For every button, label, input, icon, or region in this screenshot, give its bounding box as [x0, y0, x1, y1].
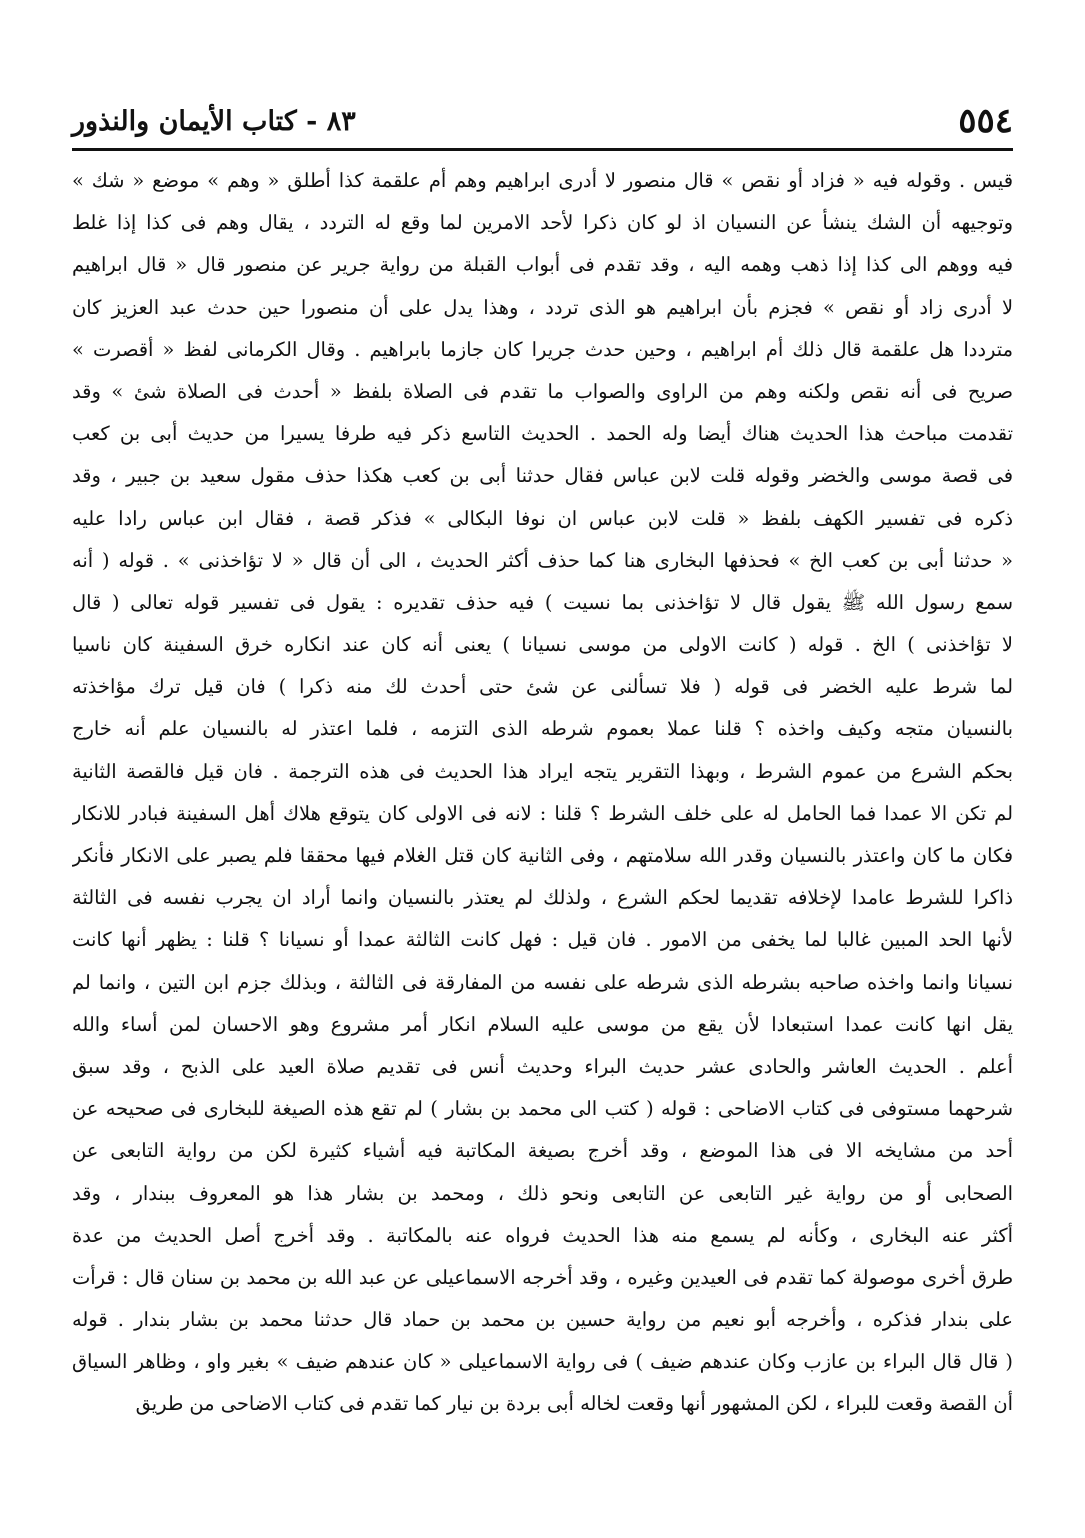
- text-line: ذاكرا للشرط عامدا لإخلافه تقديما لحكم الشرع ، ولذلك لم يعتذر بالنسيان وانما أراد ان يجرب نفسه فى الثالثة: [72, 886, 1013, 910]
- text-line: تقدمت مباحث هذا الحديث هناك أيضا وله الحمد . الحديث التاسع ذكر فيه طرفا يسيرا من حديث أبى بن كعب: [72, 422, 1013, 446]
- text-line: لم تكن الا عمدا فما الحامل له على خلف الشرط ؟ قلنا : لانه فى الاولى كان يتوقع هلاك أهل السفينة فبادر للانكار: [72, 801, 1013, 825]
- running-title: ٨٣ - كتاب الأيمان والنذور: [72, 105, 356, 137]
- text-line: فكان ما كان واعتذر بالنسيان وقدر الله سلامتهم ، وفى الثانية كان قتل الغلام فيها محققا فلم يصبر على الانكار فأنكر: [72, 844, 1013, 867]
- text-line: قيس . وقوله فيه « فزاد أو نقص » قال منصور لا أدرى ابراهيم وهم أم علقمة كذا أطلق « وهم » موضع « شك »: [72, 169, 1013, 192]
- text-line: نسيانا وانما واخذه صاحبه بشرطه الذى شرطه على نفسه من المفارقة فى الثالثة ، وبذلك جزم ابن التين ، وانما لم: [72, 970, 1013, 994]
- text-line: فيه ووهم الى كذا إذا ذهب وهمه اليه ، وقد تقدم فى أبواب القبلة من رواية جرير عن منصور قال « قال ابراهيم: [72, 253, 1013, 277]
- body-text: [72, 160, 1013, 1426]
- text-line: ذكره فى تفسير الكهف بلفظ « قلت لابن عباس ان نوفا البكالى » فذكر قصة ، فقال ابن عباس رادا عليه: [72, 506, 1013, 530]
- text-line: لا تؤاخذنى ) الخ . قوله ( كانت الاولى من موسى نسيانا ) يعنى أنه كان عند انكاره خرق السفينة كان ناسيا: [72, 633, 1013, 657]
- text-line: صريح فى أنه نقص ولكنه وهم من الراوى والصواب ما تقدم فى الصلاة بلفظ « أحدث فى الصلاة شئ » وقد: [72, 379, 1013, 403]
- header-rule: [72, 148, 1013, 151]
- text-line: شرحهما مستوفى فى كتاب الاضاحى : قوله ( كتب الى محمد بن بشار ) لم تقع هذه الصيغة للبخارى فى صحيحه عن: [72, 1097, 1013, 1121]
- text-line: لما شرط عليه الخضر فى قوله ( فلا تسألنى عن شئ حتى أحدث لك منه ذكرا ) فان قيل ترك مؤاخذته: [72, 675, 1013, 699]
- text-line: بحكم الشرع من عموم الشرط ، وبهذا التقرير يتجه ايراد هذا الحديث فى هذه الترجمة . فان قيل فالقصة الثانية: [72, 759, 1013, 783]
- text-line: الصحابى أو من رواية غير التابعى عن التابعى ونحو ذلك ، ومحمد بن بشار هذا هو المعروف ببندار ، وقد: [72, 1181, 1013, 1205]
- text-line: سمع رسول الله ﷺ يقول قال لا تؤاخذنى بما نسيت ) فيه حذف تقديره : يقول فى تفسير قوله تعالى ( قال: [72, 590, 1013, 614]
- page-header: [72, 96, 1013, 146]
- text-line: لا أدرى زاد أو نقص » فجزم بأن ابراهيم هو الذى تردد ، وهذا يدل على أن منصورا حين حدث عبد العزيز كان: [72, 295, 1013, 319]
- text-line: ( قال قال البراء بن عازب وكان عندهم ضيف ) فى رواية الاسماعيلى « كان عندهم ضيف » بغير واو ، وظاهر السياق: [72, 1350, 1013, 1374]
- text-line: لأنها الحد المبين غالبا لما يخفى من الامور . فان قيل : فهل كانت الثالثة عمدا أو نسيانا ؟ قلنا : يظهر أنها كانت: [72, 928, 1013, 952]
- text-line: يقل انها كانت عمدا استبعادا لأن يقع من موسى عليه السلام انكار أمر مشروع وهو الاحسان لمن أساء والله: [72, 1012, 1013, 1036]
- text-line: وتوجيهه أن الشك ينشأ عن النسيان اذ لو كان ذكرا لأحد الامرين لما وقع له التردد ، يقال وهم فى كذا إذا غلط: [72, 211, 1013, 235]
- text-line: طرق أخرى موصولة كما تقدم فى العيدين وغيره ، وقد أخرجه الاسماعيلى عن عبد الله بن محمد بن سنان قال : قرأت: [72, 1265, 1013, 1289]
- text-line: أحد من مشايخه الا فى هذا الموضع ، وقد أخرج بصيغة المكاتبة فيه أشياء كثيرة لكن من رواية التابعى عن: [72, 1139, 1013, 1163]
- text-line: مترددا هل علقمة قال ذلك أم ابراهيم ، وحين حدث جريرا كان جازما بابراهيم . وقال الكرمانى لفظ « أقصرت »: [72, 337, 1013, 361]
- text-line: أكثر عنه البخارى ، وكأنه لم يسمع منه هذا الحديث فرواه عنه بالمكاتبة . وقد أخرج أصل الحديث من عدة: [72, 1223, 1013, 1247]
- page-number: ٥٥٤: [958, 101, 1013, 141]
- text-line: أن القصة وقعت للبراء ، لكن المشهور أنها وقعت لخاله أبى بردة بن نيار كما تقدم فى كتاب الاضاحى من طريق: [135, 1392, 1013, 1416]
- text-line: على بندار فذكره ، وأخرجه أبو نعيم من رواية حسين بن محمد بن حماد قال حدثنا محمد بن بشار بندار . قوله: [72, 1308, 1013, 1332]
- text-line: فى قصة موسى والخضر وقوله قلت لابن عباس فقال حدثنا أبى بن كعب هكذا حذف مقول سعيد بن جبير ، وقد: [72, 464, 1013, 488]
- text-line: أعلم . الحديث العاشر والحادى عشر حديث البراء وحديث أنس فى تقديم صلاة العيد على الذبح ، وقد سبق: [72, 1054, 1013, 1078]
- text-line: « حدثنا أبى بن كعب الخ » فحذفها البخارى هنا كما حذف أكثر الحديث ، الى أن قال « لا تؤاخذنى » . قوله ( أنه: [72, 548, 1013, 572]
- text-line: بالنسيان متجه وكيف واخذه ؟ قلنا عملا بعموم شرطه الذى التزمه ، فلما اعتذر له بالنسيان علم أنه خارج: [72, 717, 1013, 741]
